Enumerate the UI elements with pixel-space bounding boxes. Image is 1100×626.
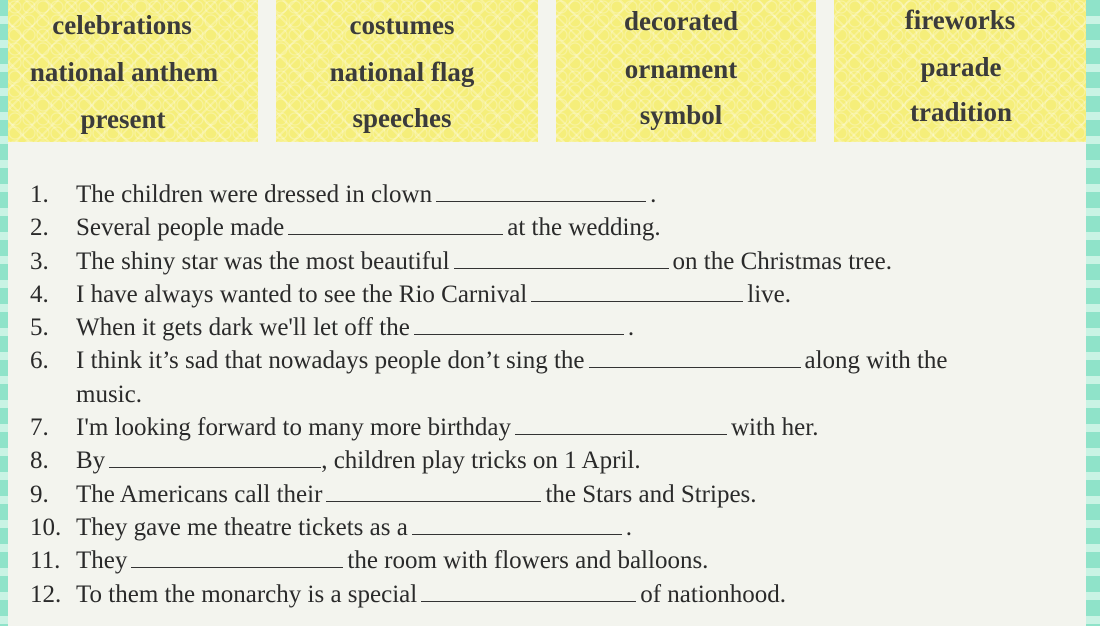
sentence-text: . (625, 513, 633, 541)
exercise-sentences (30, 178, 1080, 611)
sentence-line (30, 344, 1080, 377)
sentence-number: 8. (30, 447, 49, 475)
sentence-number: 4. (30, 280, 49, 308)
sentence-number: 7. (30, 414, 49, 442)
word-bank-word: symbol (639, 100, 723, 130)
word-bank-word: present (80, 104, 166, 134)
answer-blank[interactable] (454, 248, 669, 269)
sentence-number: 9. (30, 480, 49, 508)
sentence-line (30, 478, 1080, 511)
answer-blank[interactable] (414, 314, 624, 335)
answer-blank[interactable] (531, 281, 743, 302)
sentence-text: music. (76, 380, 142, 408)
sentence-text: of nationhood. (640, 580, 787, 608)
sentence-text: By (76, 447, 106, 475)
word-bank-word: decorated (624, 6, 738, 36)
answer-blank[interactable] (515, 414, 727, 435)
sentence-text: the Stars and Stripes. (545, 480, 757, 508)
sentence-line (30, 211, 1080, 244)
word-bank-divider (538, 0, 556, 142)
sentence-number: 5. (30, 314, 49, 342)
answer-blank[interactable] (421, 581, 636, 602)
sentence-text: I think it’s sad that nowadays people don’t sing the (76, 347, 585, 375)
sentence-text: along with the (804, 347, 948, 375)
left-decorative-border (0, 0, 8, 626)
answer-blank[interactable] (412, 514, 622, 535)
sentence-text: . (650, 181, 657, 208)
answer-blank[interactable] (109, 447, 321, 468)
sentence-number: 3. (30, 247, 49, 275)
sentence-text: The children were dressed in clown (76, 181, 433, 208)
sentence-text: live. (747, 280, 791, 308)
word-bank-divider (816, 0, 834, 142)
sentence-number: 11. (30, 547, 61, 575)
word-bank-word: speeches (352, 103, 452, 133)
word-bank-word: celebrations (52, 10, 192, 40)
sentence-line (30, 578, 1080, 611)
sentence-text: Several people made (76, 214, 285, 242)
sentence-number: 6. (30, 347, 49, 375)
sentence-text: I have always wanted to see the Rio Carnival (76, 280, 528, 308)
sentence-text: The shiny star was the most beautiful (76, 247, 450, 275)
sentence-text: , children play tricks on 1 April. (321, 447, 641, 475)
sentence-number: 12. (30, 580, 62, 608)
answer-blank[interactable] (589, 347, 801, 368)
word-bank-word: fireworks (904, 5, 1016, 35)
sentence-text: I'm looking forward to many more birthday (76, 414, 511, 442)
word-bank-word: national anthem (29, 57, 219, 87)
sentence-line-continuation (30, 378, 1080, 411)
answer-blank[interactable] (131, 547, 343, 568)
answer-blank[interactable] (288, 214, 503, 235)
word-bank-word: national flag (329, 57, 475, 87)
word-bank-word: tradition (909, 97, 1013, 127)
sentence-line (30, 544, 1080, 577)
sentence-line (30, 444, 1080, 477)
sentence-text: They gave me theatre tickets as a (76, 513, 408, 541)
sentence-number: 1. (30, 181, 49, 208)
sentence-line (30, 311, 1080, 344)
sentence-number: 2. (30, 214, 49, 242)
word-bank-word: costumes (349, 10, 455, 40)
sentence-text: the room with flowers and balloons. (347, 547, 709, 575)
sentence-text: To them the monarchy is a special (76, 580, 418, 608)
sentence-text: with her. (730, 414, 819, 442)
sentence-line (30, 278, 1080, 311)
word-bank-word: ornament (624, 54, 738, 84)
answer-blank[interactable] (326, 481, 541, 502)
sentence-text: at the wedding. (507, 214, 661, 242)
sentence-line (30, 178, 1080, 211)
right-decorative-border (1086, 0, 1100, 626)
word-bank-word: parade (920, 52, 1002, 82)
answer-blank[interactable] (436, 181, 646, 202)
sentence-text: . (627, 314, 635, 342)
word-bank-divider (258, 0, 276, 142)
sentence-text: They (76, 547, 128, 575)
sentence-text: When it gets dark we'll let off the (76, 314, 410, 342)
sentence-line (30, 411, 1080, 444)
sentence-text: The Americans call their (76, 480, 323, 508)
sentence-text: on the Christmas tree. (672, 247, 892, 275)
sentence-line (30, 511, 1080, 544)
sentence-number: 10. (30, 513, 62, 541)
sentence-line (30, 245, 1080, 278)
